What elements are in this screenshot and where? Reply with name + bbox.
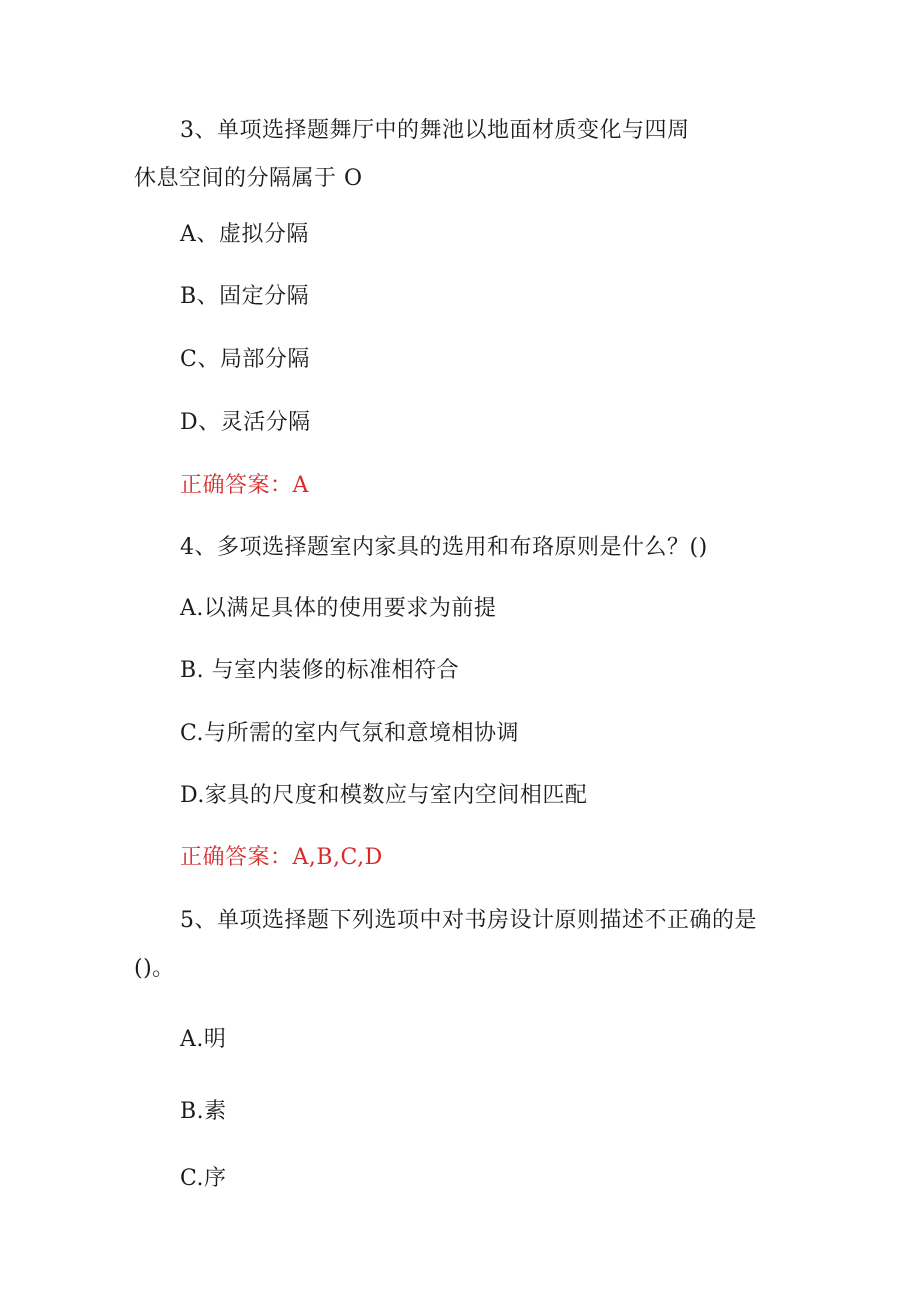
question-5-option-b: B.素 bbox=[180, 1099, 227, 1124]
question-5-option-c: C.序 bbox=[180, 1166, 227, 1191]
question-3-option-d: D、灵活分隔 bbox=[180, 410, 311, 435]
question-3-stem-line-2: 休息空间的分隔属于 O bbox=[134, 166, 363, 191]
question-4-stem: 4、多项选择题室内家具的选用和布珞原则是什么？() bbox=[180, 535, 708, 560]
question-4-option-c: C.与所需的室内气氛和意境相协调 bbox=[180, 721, 520, 746]
question-5-stem-line-1: 5、单项选择题下列选项中对书房设计原则描述不正确的是 bbox=[180, 908, 757, 933]
question-5-option-a: A.明 bbox=[180, 1027, 227, 1052]
question-4-answer: 正确答案：A,B,C,D bbox=[180, 845, 383, 870]
question-5-stem-line-2: ()。 bbox=[134, 956, 175, 981]
question-4-option-b: B. 与室内装修的标准相符合 bbox=[180, 658, 460, 683]
question-3-stem-line-1: 3、单项选择题舞厅中的舞池以地面材质变化与四周 bbox=[180, 118, 690, 143]
question-3-option-c: C、局部分隔 bbox=[180, 347, 310, 372]
question-3-answer: 正确答案：A bbox=[180, 473, 309, 498]
question-3-option-b: B、固定分隔 bbox=[180, 284, 310, 309]
question-4-option-a: A.以满足具体的使用要求为前提 bbox=[180, 596, 497, 621]
question-4-option-d: D.家具的尺度和模数应与室内空间相匹配 bbox=[180, 783, 588, 808]
question-3-option-a: A、虚拟分隔 bbox=[180, 222, 309, 247]
